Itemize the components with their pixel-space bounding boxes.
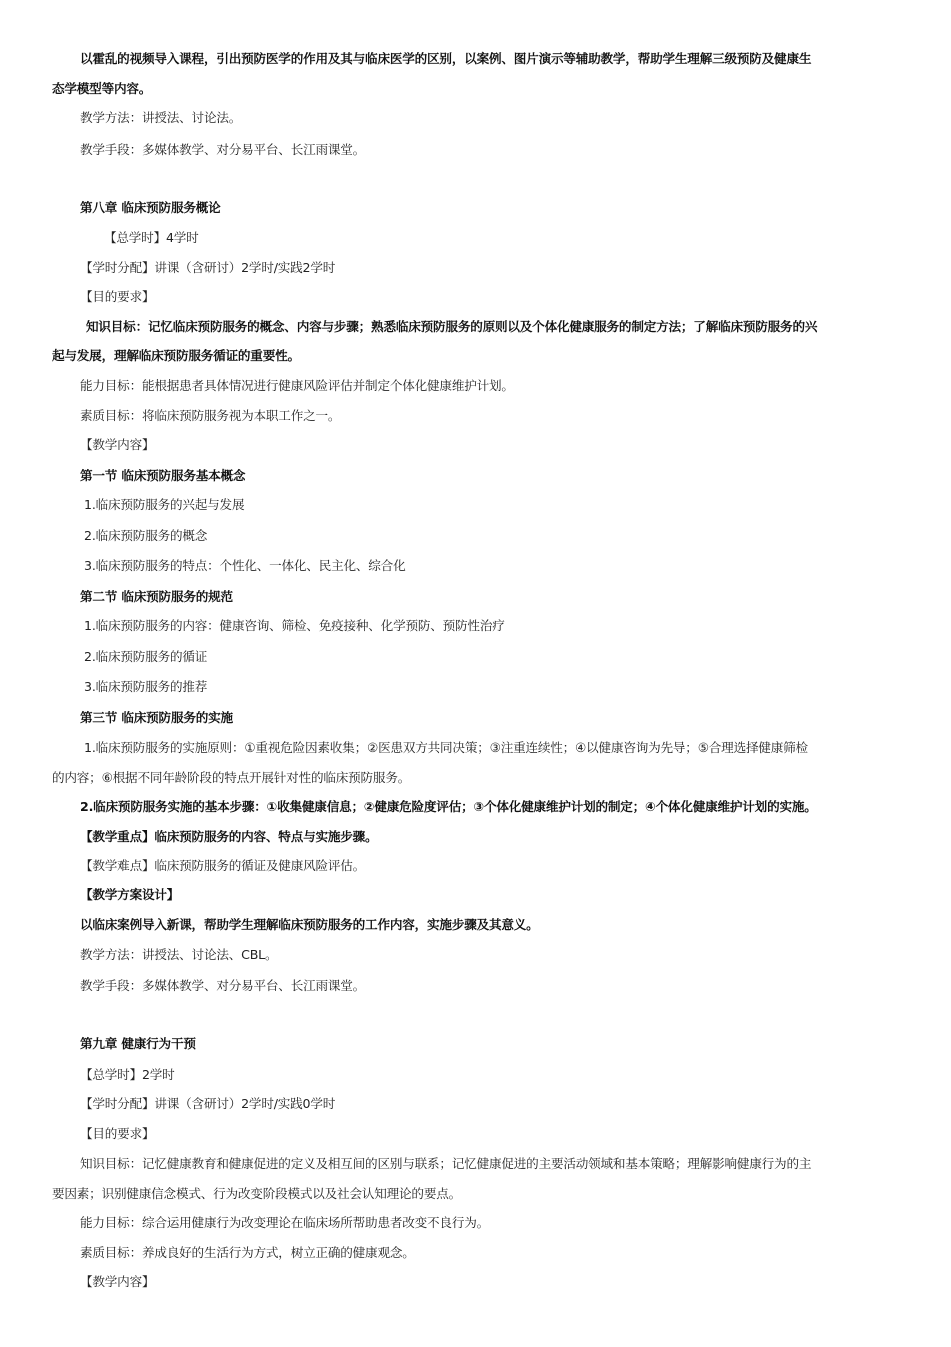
chapter9-title: 第九章 健康行为干预 bbox=[80, 1036, 196, 1051]
intro-teaching-methods: 教学方法：讲授法、讨论法。 bbox=[80, 110, 242, 125]
chapter9-goals-heading: 【目的要求】 bbox=[80, 1126, 155, 1141]
section3-item1-line-1: 1.临床预防服务的实施原则：①重视危险因素收集；②医患双方共同决策；③注重连续性；④以健康咨询为先导；⑤合理选择健康筛检 bbox=[84, 740, 808, 755]
chapter8-knowledge-goal-line-2: 起与发展，理解临床预防服务循证的重要性。 bbox=[52, 348, 300, 363]
section3-item2: 2.临床预防服务实施的基本步骤：①收集健康信息；②健康危险度评估；③个体化健康维护计划的制定；④个体化健康维护计划的实施。 bbox=[80, 799, 817, 814]
section3-item1-line-2: 的内容；⑥根据不同年龄阶段的特点开展针对性的临床预防服务。 bbox=[52, 770, 411, 785]
section1-item: 3.临床预防服务的特点：个性化、一体化、民主化、综合化 bbox=[84, 558, 406, 573]
chapter9-ability-goal: 能力目标：综合运用健康行为改变理论在临床场所帮助患者改变不良行为。 bbox=[80, 1215, 489, 1230]
chapter8-total-hours: 【总学时】4学时 bbox=[104, 230, 199, 245]
chapter8-key-points: 【教学重点】临床预防服务的内容、特点与实施步骤。 bbox=[80, 829, 378, 844]
chapter9-knowledge-goal-line-1: 知识目标：记忆健康教育和健康促进的定义及相互间的区别与联系；记忆健康促进的主要活动领域和基本策略；理解影响健康行为的主 bbox=[80, 1156, 812, 1171]
chapter8-knowledge-goal-line-1: 知识目标：记忆临床预防服务的概念、内容与步骤；熟悉临床预防服务的原则以及个体化健康服务的制定方法；了解临床预防服务的兴 bbox=[86, 319, 818, 334]
chapter8-title: 第八章 临床预防服务概论 bbox=[80, 200, 221, 215]
intro-paragraph-line-2: 态学模型等内容。 bbox=[52, 81, 152, 96]
section2-title: 第二节 临床预防服务的规范 bbox=[80, 589, 233, 604]
chapter9-knowledge-goal-line-2: 要因素；识别健康信念模式、行为改变阶段模式以及社会认知理论的要点。 bbox=[52, 1186, 461, 1201]
section2-item: 2.临床预防服务的循证 bbox=[84, 649, 208, 664]
chapter8-content-heading: 【教学内容】 bbox=[80, 437, 155, 452]
section1-item: 1.临床预防服务的兴起与发展 bbox=[84, 497, 245, 512]
section2-item: 1.临床预防服务的内容：健康咨询、筛检、免疫接种、化学预防、预防性治疗 bbox=[84, 618, 505, 633]
chapter8-hour-allocation: 【学时分配】讲课（含研讨）2学时/实践2学时 bbox=[80, 260, 336, 275]
intro-paragraph-line-1: 以霍乱的视频导入课程，引出预防医学的作用及其与临床医学的区别，以案例、图片演示等辅助教学，帮助学生理解三级预防及健康生 bbox=[80, 51, 812, 66]
chapter9-hour-allocation: 【学时分配】讲课（含研讨）2学时/实践0学时 bbox=[80, 1096, 336, 1111]
chapter8-difficulties: 【教学难点】临床预防服务的循证及健康风险评估。 bbox=[80, 858, 366, 873]
chapter8-plan-text: 以临床案例导入新课，帮助学生理解临床预防服务的工作内容，实施步骤及其意义。 bbox=[80, 917, 539, 932]
chapter9-quality-goal: 素质目标：养成良好的生活行为方式，树立正确的健康观念。 bbox=[80, 1245, 415, 1260]
chapter8-teaching-methods: 教学方法：讲授法、讨论法、CBL。 bbox=[80, 947, 278, 962]
chapter8-plan-heading: 【教学方案设计】 bbox=[80, 887, 180, 902]
chapter8-teaching-means: 教学手段：多媒体教学、对分易平台、长江雨课堂。 bbox=[80, 978, 366, 993]
section1-item: 2.临床预防服务的概念 bbox=[84, 528, 208, 543]
section2-item: 3.临床预防服务的推荐 bbox=[84, 679, 208, 694]
chapter8-quality-goal: 素质目标：将临床预防服务视为本职工作之一。 bbox=[80, 408, 341, 423]
section1-title: 第一节 临床预防服务基本概念 bbox=[80, 468, 246, 483]
chapter8-ability-goal: 能力目标：能根据患者具体情况进行健康风险评估并制定个体化健康维护计划。 bbox=[80, 378, 514, 393]
intro-teaching-means: 教学手段：多媒体教学、对分易平台、长江雨课堂。 bbox=[80, 142, 366, 157]
section3-title: 第三节 临床预防服务的实施 bbox=[80, 710, 233, 725]
chapter9-total-hours: 【总学时】2学时 bbox=[80, 1067, 175, 1082]
chapter9-content-heading: 【教学内容】 bbox=[80, 1274, 155, 1289]
chapter8-goals-heading: 【目的要求】 bbox=[80, 289, 155, 304]
